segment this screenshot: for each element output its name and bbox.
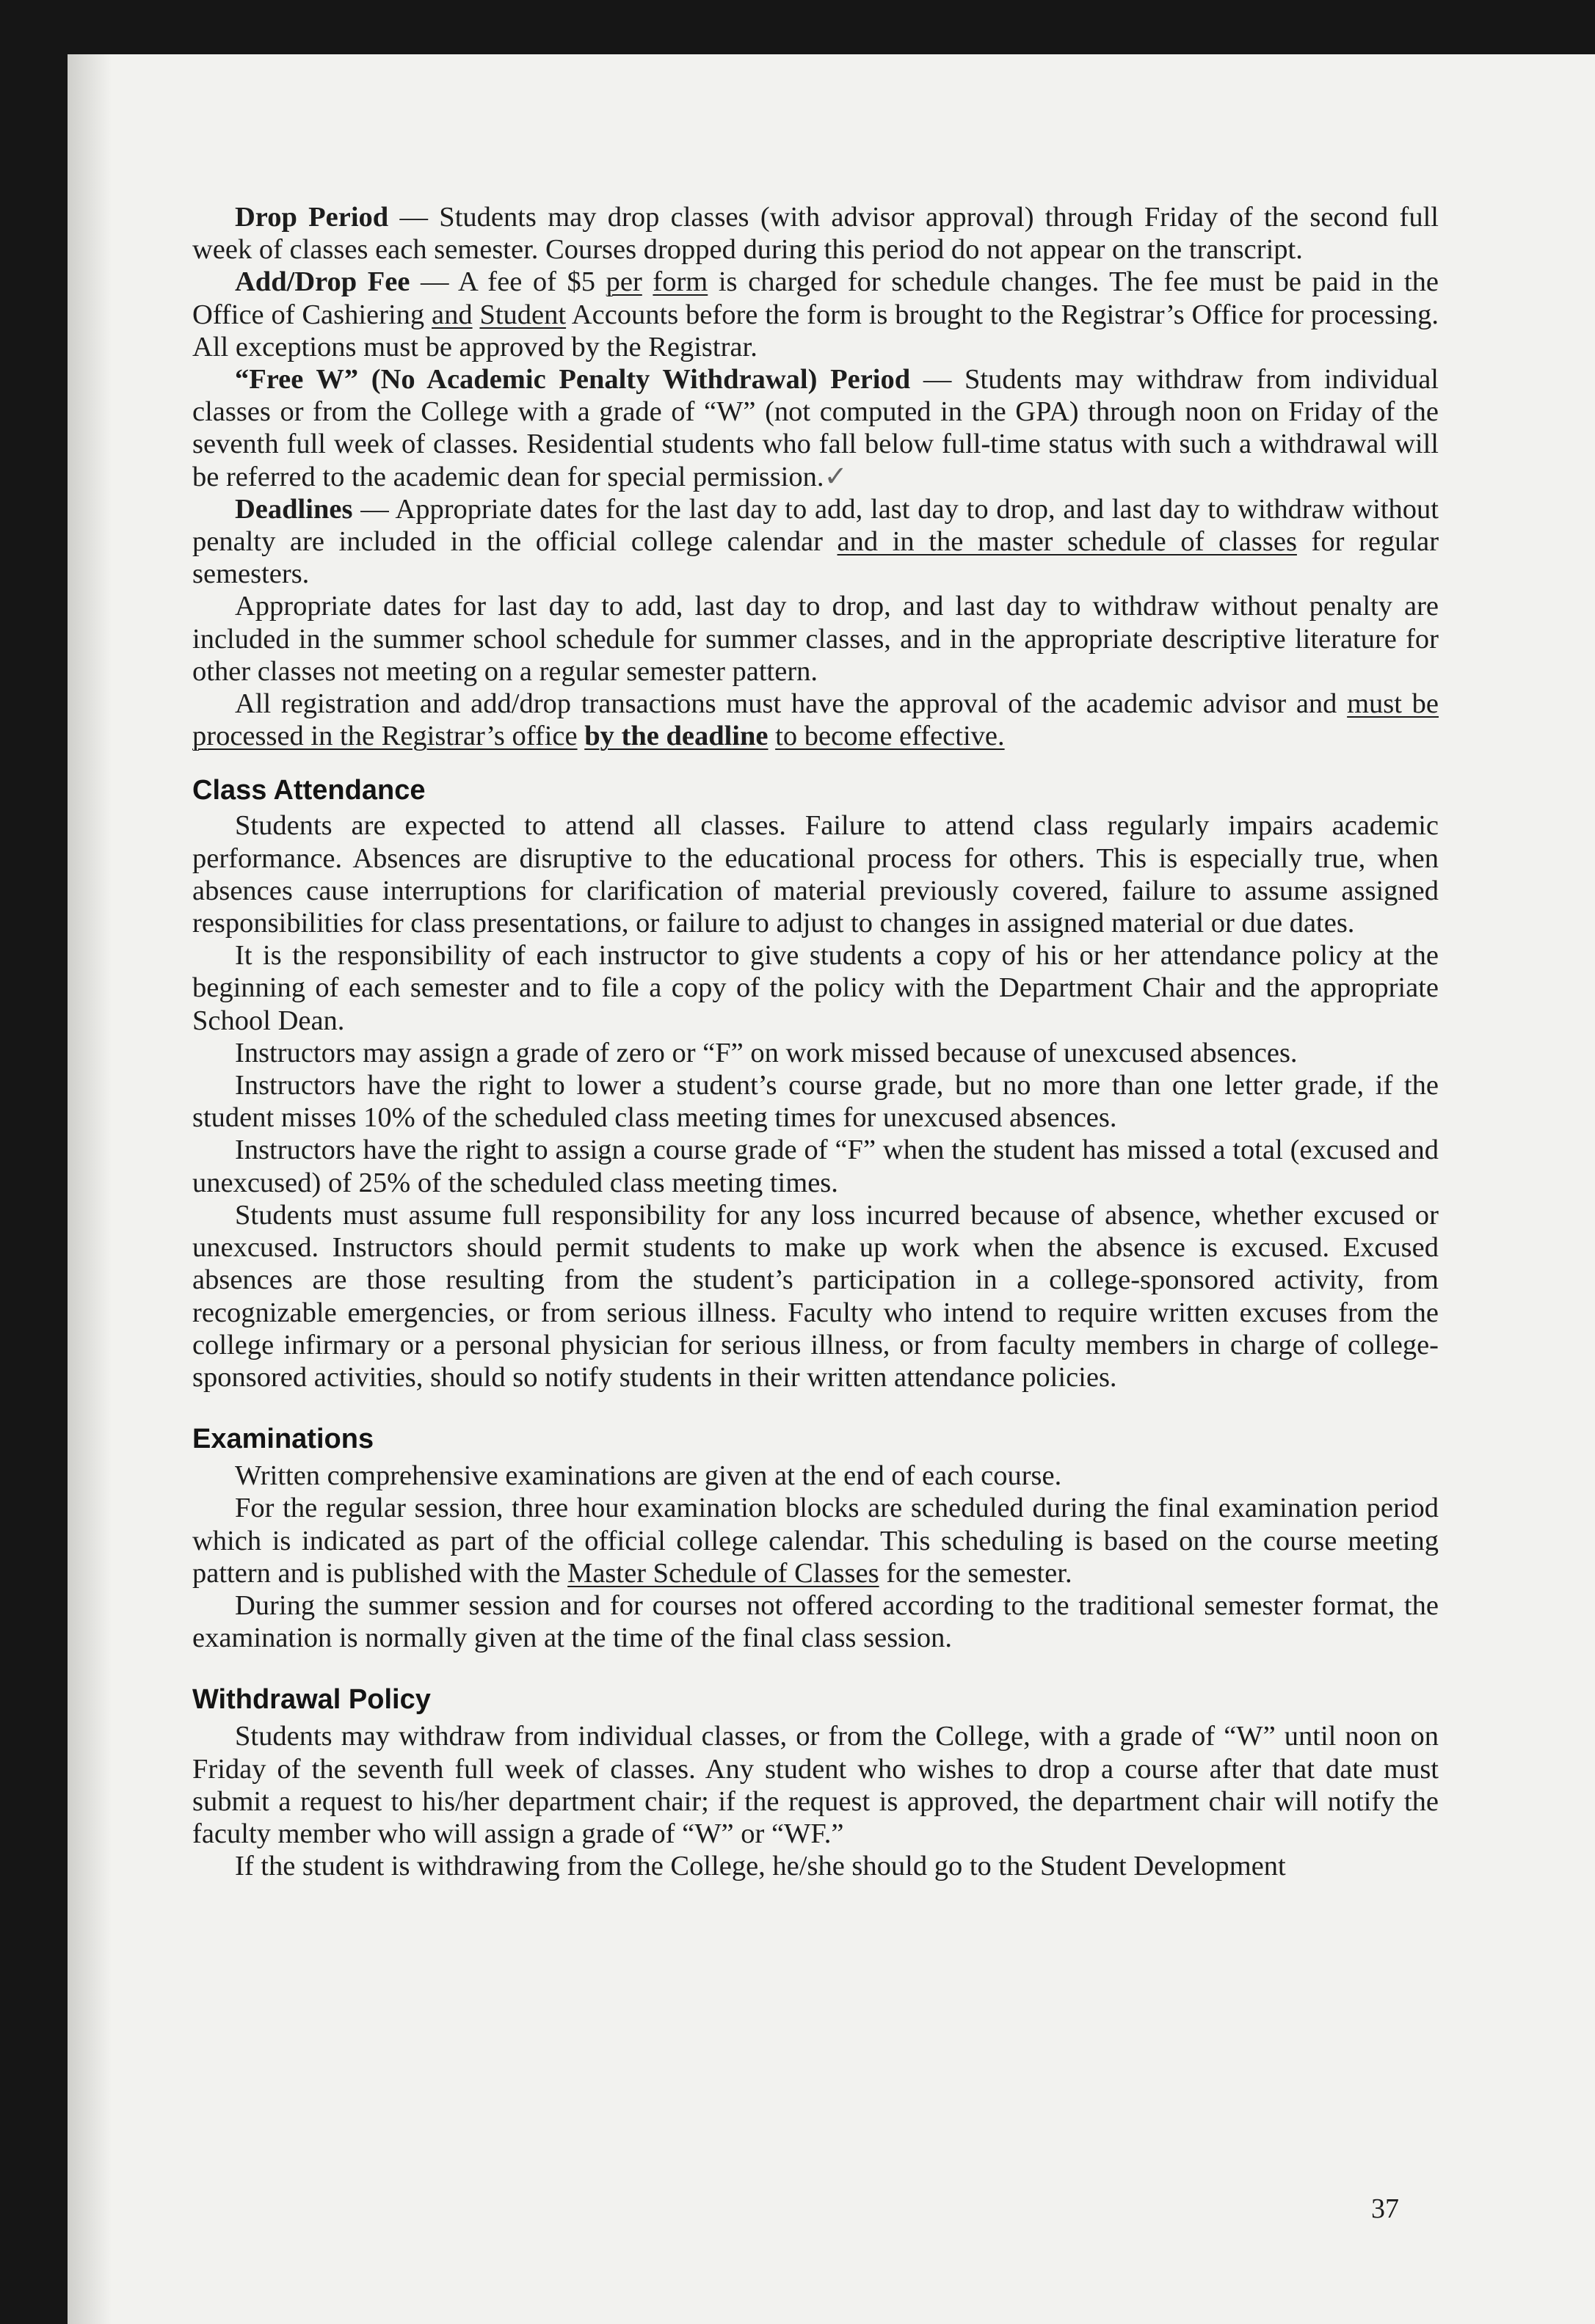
free-w-text: Students may withdraw from individual classes or from the College with a grade of “W” (not computed in the GPA) through noon on Friday of the seventh full week of classes. Residential students who fall below full-time status with such a withdrawal will be referred to the academic dean for special permission. [192, 364, 1439, 492]
withdrawal-paragraph: Students may withdraw from individual classes, or from the College, with a grade of “W” until noon on Friday of the seventh full week of classes. Any student who wishes to drop a course after that date must submit a request to his/her department chair; if the request is approved, the department chair will notify the faculty member who will assign a grade of “W” or “WF.” [192, 1721, 1439, 1849]
examinations-paragraph: Written comprehensive examinations are given at the end of each course. [235, 1460, 1062, 1492]
attendance-paragraph: Instructors have the right to lower a student’s course grade, but no more than one letter grade, if the student misses 10% of the scheduled class meeting times for unexcused absences. [192, 1070, 1439, 1134]
deadlines-paragraph: Deadlines — Appropriate dates for the last day to add, last day to drop, and last day to withdraw without penalty are included in the official college calendar and in the master schedule of classes for regular semesters. [192, 493, 1439, 590]
withdrawal-policy-heading: Withdrawal Policy [192, 1684, 431, 1716]
add-drop-fee-paragraph: Add/Drop Fee — A fee of $5 per form is charged for schedule changes. The fee must be paid in the Office of Cashiering and Student Accounts before the form is brought to the Registrar’s Office for processing. All exceptions must be approved by the Registrar. [192, 266, 1439, 363]
deadlines-summer-paragraph: Appropriate dates for last day to add, last day to drop, and last day to withdraw without penalty are included in the summer school schedule for summer classes, and in the appropriate descriptive literature for other classes not meeting on a regular semester pattern. [192, 591, 1439, 687]
attendance-paragraph: Instructors have the right to assign a course grade of “F” when the student has missed a total (excused and unexcused) of 25% of the scheduled class meeting times. [192, 1134, 1439, 1198]
attendance-paragraph: Students are expected to attend all classes. Failure to attend class regularly impairs academic performance. Absences are disruptive to the educational process for others. This is especially true, when absences cause interruptions for clarification of material previously covered, failure to assume assigned responsibilities for class presentations, or failure to adjust to changes in assigned material or due dates. [192, 810, 1439, 939]
drop-period-paragraph: Drop Period — Students may drop classes (with advisor approval) through Friday of the second full week of classes each semester. Courses dropped during this period do not appear on the transcript. [192, 202, 1439, 266]
class-attendance-heading: Class Attendance [192, 775, 426, 806]
attendance-paragraph: It is the responsibility of each instructor to give students a copy of his or her attendance policy at the beginning of each semester and to file a copy of the policy with the Department Chair and the appropriate School Dean. [192, 940, 1439, 1036]
master-schedule-title: Master Schedule of Classes [567, 1557, 879, 1589]
examinations-paragraph: During the summer session and for courses not offered according to the traditional semester format, the examination is normally given at the time of the final class session. [192, 1589, 1439, 1654]
examinations-heading: Examinations [192, 1424, 374, 1455]
attendance-paragraph: Students must assume full responsibility for any loss incurred because of absence, whether excused or unexcused. Instructors should permit students to make up work when the absence is excused. Excused absences are those resulting from the student’s participation in a college-sponsored activity, from recognizable emergencies, or from serious illness. Faculty who intend to require written excuses from the college infirmary or a personal physician for serious illness, or from faculty members in charge of college-sponsored activities, should so notify students in their written attendance policies. [192, 1199, 1439, 1393]
withdrawal-paragraph: If the student is withdrawing from the College, he/she should go to the Student Development [235, 1851, 1286, 1882]
drop-period-heading: Drop Period [235, 202, 389, 233]
page-number: 37 [1371, 2193, 1399, 2224]
drop-period-text: Students may drop classes (with advisor approval) through Friday of the second full week of classes each semester. Courses dropped during this period do not appear on the transcript. [192, 202, 1439, 266]
add-drop-fee-heading: Add/Drop Fee [235, 266, 410, 298]
catalog-page [68, 54, 1595, 2324]
page-gutter-shadow [68, 54, 112, 2324]
free-w-paragraph: “Free W” (No Academic Penalty Withdrawal) Period — Students may withdraw from individual classes or from the College with a grade of “W” (not computed in the GPA) through noon on Friday of the seventh full week of classes. Residential students who fall below full-time status with such a withdrawal will be referred to the academic dean for special permission.✓ [192, 364, 1439, 492]
handwritten-check-mark: ✓ [824, 461, 848, 492]
page-body [192, 201, 1439, 1882]
free-w-heading: “Free W” (No Academic Penalty Withdrawal) Period [235, 364, 911, 396]
examinations-paragraph: For the regular session, three hour examination blocks are scheduled during the final examination period which is indicated as part of the official college calendar. This scheduling is based on the course meeting pattern and is published with the Master Schedule of Classes for the semester. [192, 1493, 1439, 1589]
attendance-paragraph: Instructors may assign a grade of zero or “F” on work missed because of unexcused absences. [235, 1037, 1298, 1068]
deadlines-heading: Deadlines [235, 493, 353, 525]
registration-approval-paragraph: All registration and add/drop transactions must have the approval of the academic advisor and must be processed in the Registrar’s office by the deadline to become effective. [192, 688, 1439, 752]
master-schedule-underlined: and in the master schedule of classes [837, 526, 1297, 558]
